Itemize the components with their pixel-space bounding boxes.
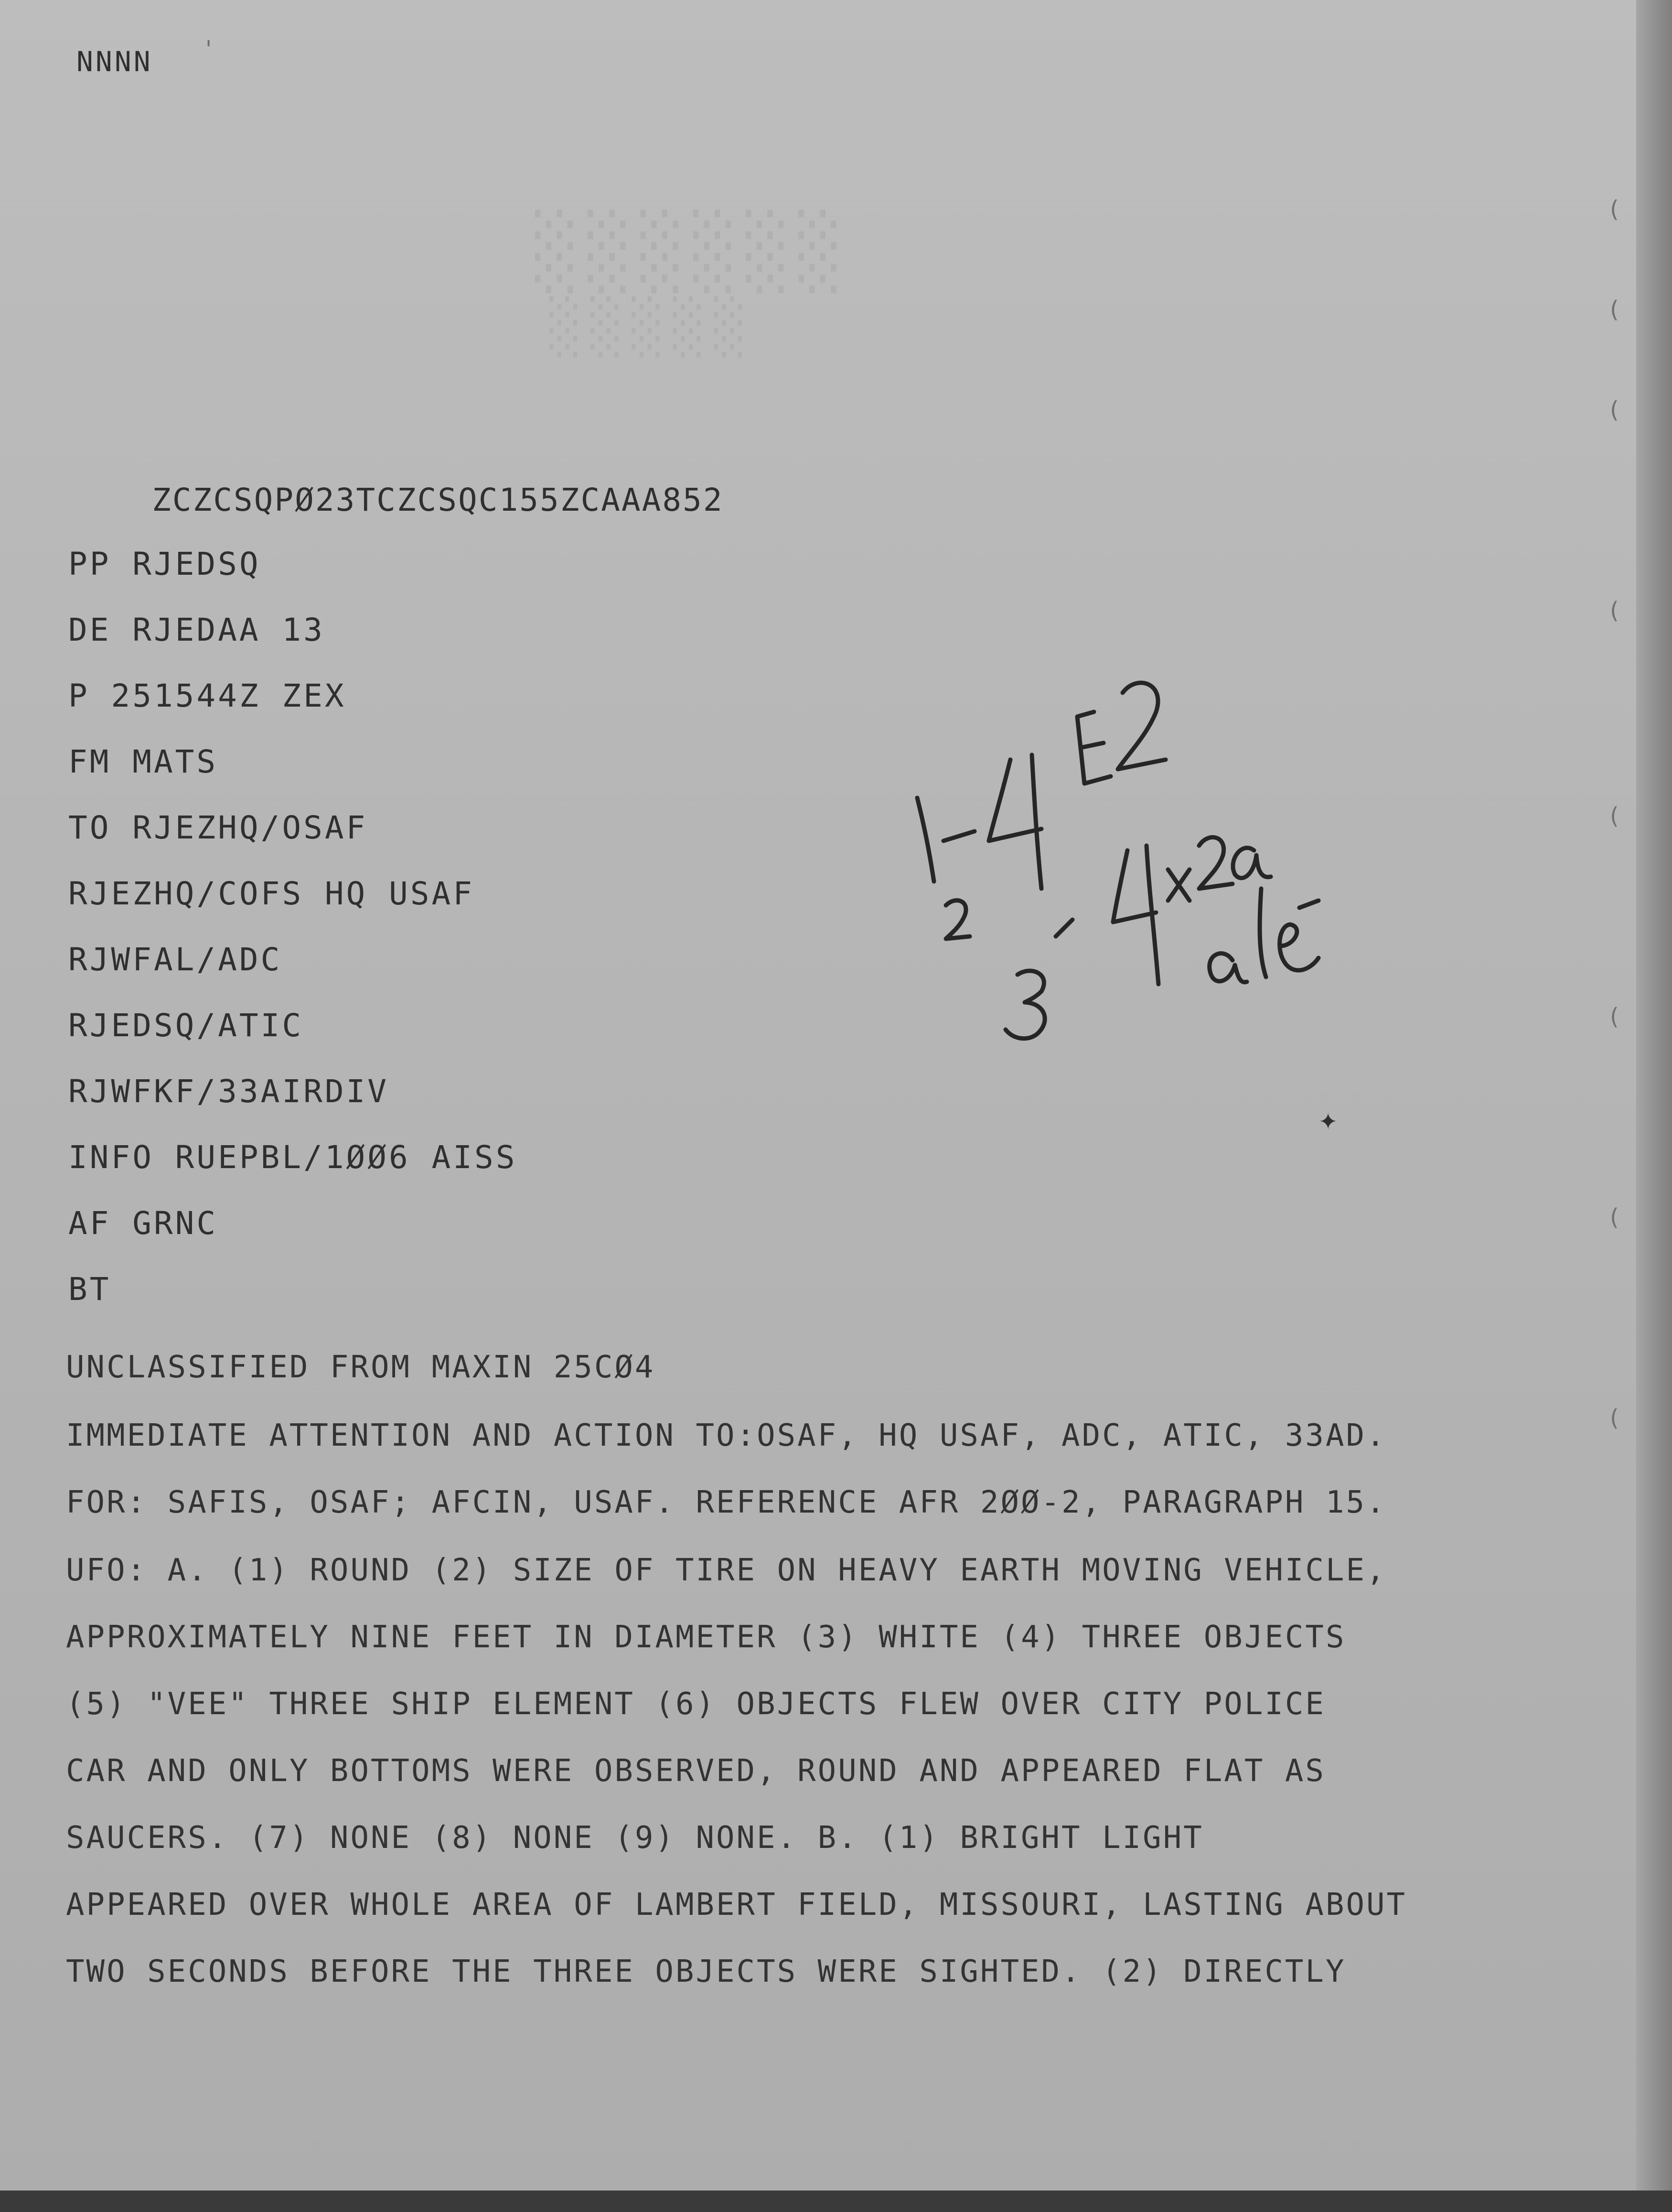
margin-mark: ': [205, 36, 212, 63]
message-line: UNCLASSIFIED FROM MAXIN 25CØ4: [66, 1350, 655, 1385]
scan-edge-bottom: [0, 2191, 1672, 2212]
margin-mark: (: [1610, 1003, 1619, 1030]
bleed-through-stamp: ░░░░░░: [535, 210, 851, 293]
message-line: FOR: SAFIS, OSAF; AFCIN, USAF. REFERENCE AFR 2ØØ-2, PARAGRAPH 15.: [66, 1485, 1387, 1520]
margin-mark: (: [1610, 803, 1619, 829]
af-line: AF GRNC: [68, 1205, 218, 1242]
message-line: UFO: A. (1) ROUND (2) SIZE OF TIRE ON HEAVY EARTH MOVING VEHICLE,: [66, 1553, 1387, 1588]
message-line: SAUCERS. (7) NONE (8) NONE (9) NONE. B. (1) BRIGHT LIGHT: [66, 1820, 1204, 1856]
message-line: CAR AND ONLY BOTTOMS WERE OBSERVED, ROUND AND APPEARED FLAT AS: [66, 1753, 1326, 1789]
to-line: RJWFKF/33AIRDIV: [68, 1073, 389, 1110]
bleed-through-stamp: ░░░░░: [549, 296, 756, 357]
margin-mark: (: [1610, 397, 1619, 423]
to-line: RJWFAL/ADC: [68, 941, 282, 978]
to-line: TO RJEZHQ/OSAF: [68, 809, 368, 846]
handwritten-annotation: [898, 640, 1400, 1046]
to-line: RJEDSQ/ATIC: [68, 1007, 304, 1044]
message-line: APPROXIMATELY NINE FEET IN DIAMETER (3) WHITE (4) THREE OBJECTS: [66, 1620, 1346, 1655]
message-line: APPEARED OVER WHOLE AREA OF LAMBERT FIELD, MISSOURI, LASTING ABOUT: [66, 1887, 1407, 1922]
message-line: IMMEDIATE ATTENTION AND ACTION TO:OSAF, HQ USAF, ADC, ATIC, 33AD.: [66, 1418, 1387, 1453]
margin-mark: (: [1610, 1204, 1619, 1231]
dtg-line: P 251544Z ZEX: [68, 677, 346, 714]
margin-mark: (: [1610, 296, 1619, 323]
bt-line: BT: [68, 1271, 111, 1308]
header-mark: NNNN: [76, 45, 153, 78]
message-line: TWO SECONDS BEFORE THE THREE OBJECTS WERE SIGHTED. (2) DIRECTLY: [66, 1954, 1346, 1989]
to-line: RJEZHQ/COFS HQ USAF: [68, 875, 474, 912]
de-line: DE RJEDAA 13: [68, 612, 325, 648]
precedence-line: PP RJEDSQ: [68, 546, 261, 582]
margin-mark: (: [1610, 1405, 1619, 1431]
scan-edge-right: [1636, 0, 1672, 2191]
routing-indicator: ZCZCSQPØ23TCZCSQC155ZCAAA852: [152, 482, 724, 518]
margin-mark: ✦: [1318, 1108, 1338, 1135]
from-line: FM MATS: [68, 743, 218, 780]
info-line: INFO RUEPBL/1ØØ6 AISS: [68, 1139, 517, 1176]
message-line: (5) "VEE" THREE SHIP ELEMENT (6) OBJECTS FLEW OVER CITY POLICE: [66, 1686, 1326, 1722]
margin-mark: (: [1610, 196, 1619, 223]
margin-mark: (: [1610, 597, 1619, 624]
